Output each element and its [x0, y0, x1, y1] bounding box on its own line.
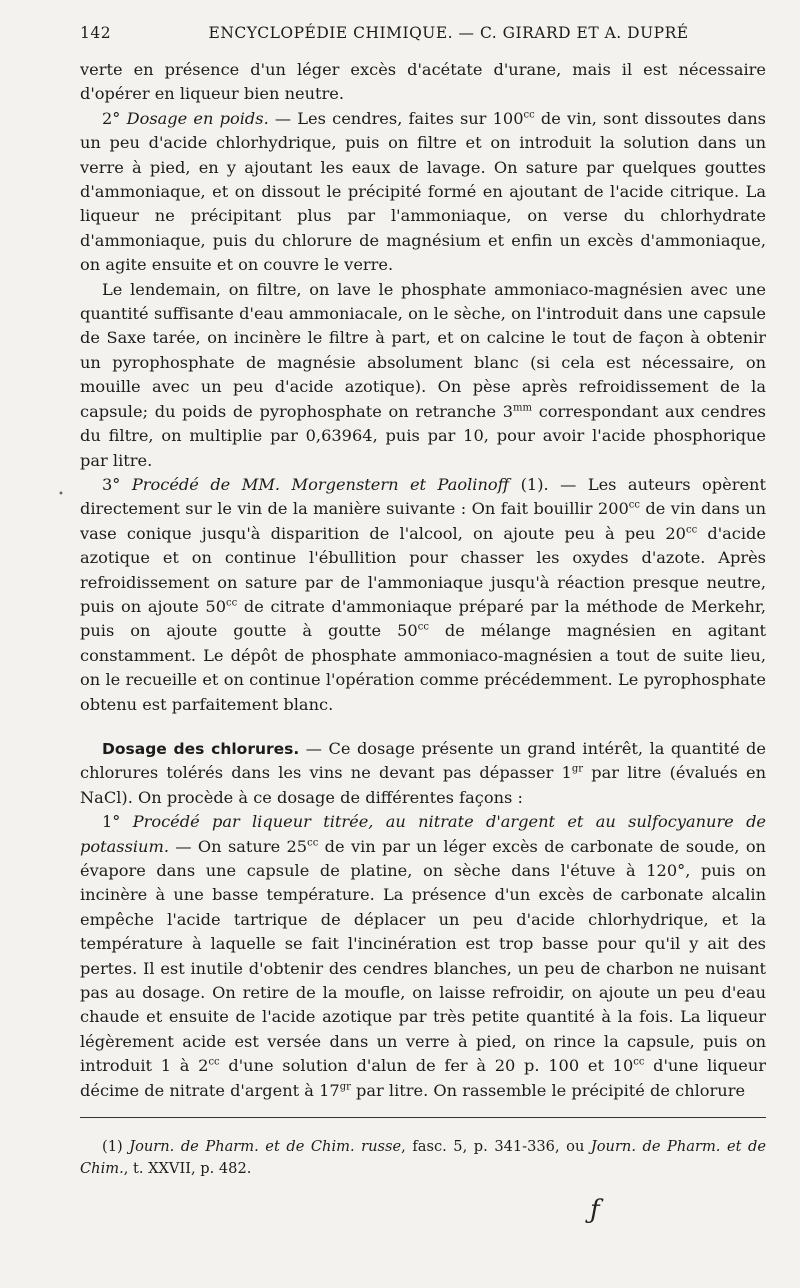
unit-superscript: cc — [226, 597, 238, 609]
text-run: Le lendemain, on filtre, on lave le phosphate ammoniaco-magnésien avec une quantité suffisante d'eau ammoniacale, on le sèche, on l'introduit dans une capsule de Saxe tarée, on incinère le filtre à part, et on calcine le tout de façon à obtenir un pyrophosphate de magnésie absolument blanc (si cela est nécessaire, on mouille avec un peu d'acide azotique). On pèse après refroidissement de la capsule; du poids de pyrophosphate on retranche 3 — [80, 279, 766, 421]
body-text — [80, 58, 766, 1103]
text-run: de vin dans un vase conique jusqu'à disparition de l'alcool, on ajoute peu à peu 20 — [80, 499, 766, 543]
text-run: (1). — Les auteurs opèrent directement sur le vin de la manière suivante : On fait bouillir 200 — [80, 474, 766, 519]
running-title: ENCYCLOPÉDIE CHIMIQUE. — C. GIRARD ET A. DUPRÉ — [208, 24, 689, 42]
unit-superscript: cc — [523, 109, 535, 121]
text-run: d'une liqueur décime de nitrate d'argent à 17 — [80, 1056, 766, 1100]
subsection-title: Procédé de MM. Morgenstern et Paolinoff — [131, 474, 510, 494]
unit-superscript: cc — [417, 621, 429, 633]
footnote — [80, 1136, 766, 1180]
paragraph — [80, 737, 766, 810]
text-run: 2° — [102, 108, 127, 128]
paragraph — [80, 107, 766, 278]
text-run: de citrate d'ammoniaque préparé par la méthode de Merkehr, puis on ajoute goutte à goutte 50 — [80, 596, 766, 641]
footnote-rule — [80, 1117, 766, 1118]
text-run: de mélange magnésien en agitant constamment. Le dépôt de phosphate ammoniaco-magnésien a tout de suite lieu, on le recueille et on continue l'opération comme précédemment. Le pyrophosphate obtenu est parfaitement blanc. — [80, 621, 766, 714]
text-run: 1° — [102, 812, 133, 832]
paragraph — [80, 810, 766, 1103]
journal-title: Journ. de Pharm. et de Chim. russe — [129, 1138, 402, 1156]
margin-dot: • — [58, 489, 64, 500]
paragraph — [80, 473, 766, 717]
subsection-title: Procédé par liqueur titrée, au nitrate d'argent et au sulfocyanure de potassium. — [80, 812, 767, 856]
section-heading: Dosage des chlorures. — [102, 739, 300, 758]
text-run: de vin par un léger excès de carbonate de soude, on évapore dans une capsule de platine, on sèche dans l'étuve à 120°, puis on incinère à une basse température. La présence d'un excès de carbonate alcalin empêche l'acide tartrique de déplacer un peu d'acide chlorhydrique, et la température à laquelle se fait l'incinération est trop basse pour qu'il y ait des pertes. Il est inutile d'obtenir des cendres blanches, un peu de charbon ne nuisant pas au dosage. On retire de la moufle, on laisse refroidir, on ajoute un peu d'eau chaude et ensuite de l'acide azotique par très petite quantité à la fois. La liqueur légèrement acide est versée dans un verre à pied, on rince la capsule, puis on introduit 1 à 2 — [80, 836, 766, 1076]
text-run: de vin, sont dissoutes dans un peu d'acide chlorhydrique, puis on filtre et on introduit la solution dans un verre à pied, en y ajoutant les eaux de lavage. On sature par quelques gouttes d'ammoniaque, et on dissout le précipité formé en ajoutant de l'acide citrique. La liqueur ne précipitant plus par l'ammoniaque, on verse du chlorhydrate d'ammoniaque, puis du chlorure de magnésium et enfin un excès d'ammoniaque, on agite ensuite et on couvre le verre. — [80, 108, 766, 275]
text-run: — Ce dosage présente un grand intérêt, la quantité de chlorures tolérés dans les vins ne devant pas dépasser 1 — [80, 738, 766, 783]
footnote-number: (1) — [102, 1138, 130, 1156]
unit-superscript: cc — [685, 524, 698, 536]
unit-superscript: cc — [307, 837, 319, 849]
text-run: par litre. On rassemble le précipité de chlorure — [350, 1080, 746, 1100]
text-run: 3° — [102, 474, 132, 494]
unit-superscript: gr — [339, 1081, 351, 1093]
section-gap — [80, 717, 766, 737]
unit-superscript: cc — [208, 1056, 220, 1068]
page-header — [80, 24, 766, 58]
journal-title: Journ. de Pharm. et de Chim. — [80, 1138, 767, 1178]
paragraph — [80, 58, 766, 107]
text-run: d'une solution d'alun de fer à 20 p. 100 et 10 — [219, 1056, 634, 1076]
unit-superscript: cc — [633, 1056, 645, 1068]
text-run: par litre (évalués en NaCl). On procède à ce dosage de différentes façons : — [80, 763, 766, 807]
text-run: d'acide azotique et on continue l'ébullition pour chasser les oxydes d'azote. Après refroidissement on sature par de l'ammoniaque jusqu'à réaction presque neutre, puis on ajoute 50 — [80, 523, 766, 616]
page — [80, 24, 766, 1195]
text-run: , t. XXVII, p. 482. — [123, 1160, 252, 1178]
text-run: , fasc. 5, p. 341-336, ou — [401, 1138, 591, 1156]
subsection-title: Dosage en poids. — [126, 108, 269, 128]
text-run: — On sature 25 — [168, 836, 308, 856]
paragraph — [80, 278, 766, 473]
unit-superscript: cc — [628, 499, 640, 511]
text-run: correspondant aux cendres du filtre, on multiplie par 0,63964, puis par 10, pour avoir l'acide phosphorique par litre. — [80, 401, 766, 470]
unit-superscript: gr — [571, 763, 584, 775]
text-run: — Les cendres, faites sur 100 — [268, 108, 524, 128]
printer-mark: ƒ — [590, 1195, 600, 1225]
unit-superscript: mm — [513, 402, 533, 414]
page-number: 142 — [80, 24, 112, 42]
text-run: verte en présence d'un léger excès d'acétate d'urane, mais il est nécessaire d'opérer en liqueur bien neutre. — [80, 60, 766, 104]
